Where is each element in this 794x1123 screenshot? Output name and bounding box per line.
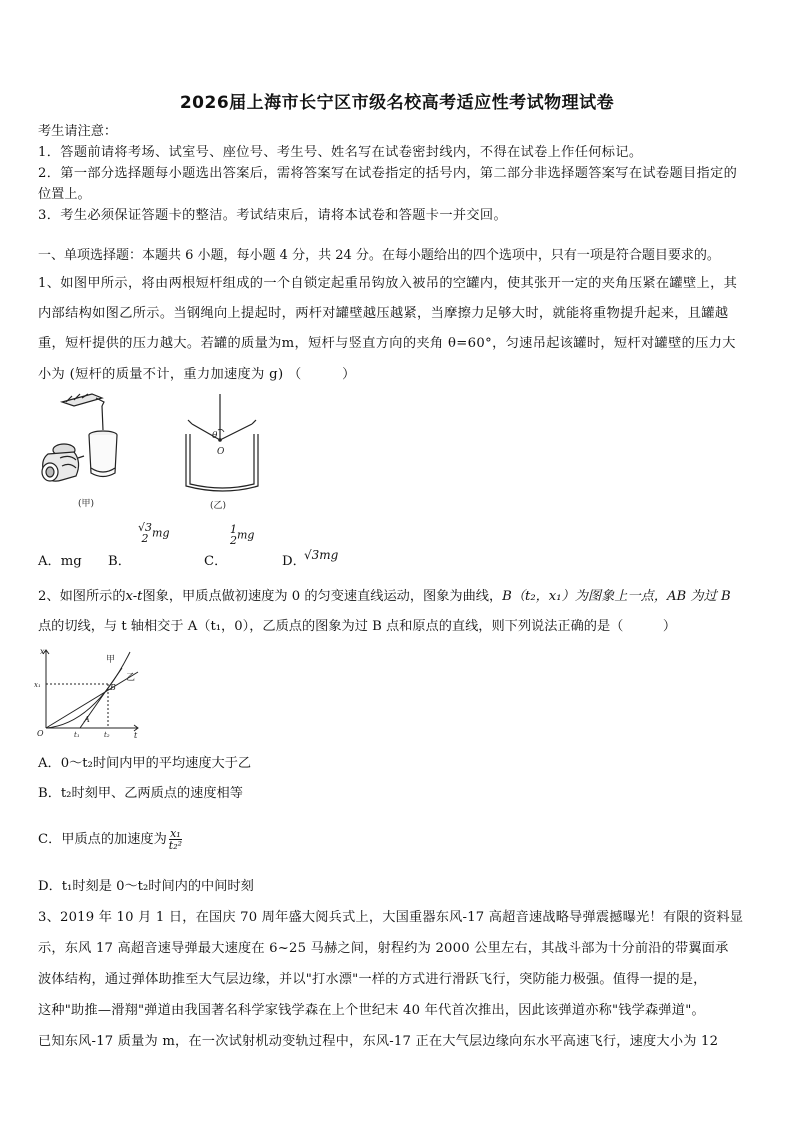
q2-option-b: B．t₂时刻甲、乙两质点的速度相等 <box>38 786 243 801</box>
q2-line-1b: 图象，甲质点做初速度为 0 的匀变速直线运动，图象为曲线， <box>142 589 503 604</box>
q2-option-d: D．t₁时刻是 0～t₂时间内的中间时刻 <box>38 879 254 894</box>
notice-item-1: 1．答题前请将考场、试室号、座位号、考生号、姓名写在试卷密封线内，不得在试卷上作任何标记。 <box>38 145 643 160</box>
q1-line-3: 重，短杆提供的压力越大。若罐的质量为m，短杆与竖直方向的夹角 θ=60°，匀速吊起该罐时，短杆对罐壁的压力大 <box>38 336 736 351</box>
theta-label: θ <box>212 431 218 441</box>
q2-c-numerator: x₁ <box>170 827 181 840</box>
q1-option-d-value: √3mg <box>304 548 339 562</box>
q2-line-1-xt: x-t <box>125 589 143 604</box>
point-o-label: O <box>217 447 225 457</box>
axis-x-label: x <box>40 647 45 656</box>
q2-c-denominator: t₂² <box>168 839 183 852</box>
t2-label: t₂ <box>104 731 110 739</box>
q3-line-3: 波体结构，通过弹体助推至大气层边缘，并以"打水漂"一样的方式进行滑跃飞行，突防能力极强。值得一提的是， <box>38 972 707 987</box>
point-b-label: B <box>110 683 116 692</box>
line-yi-label: 乙 <box>126 673 136 683</box>
q1-option-d-label: D． <box>282 554 306 569</box>
t1-label: t₁ <box>74 731 80 739</box>
section-heading: 一、单项选择题：本题共 6 小题，每小题 4 分，共 24 分。在每小题给出的四个选项中，只有一项是符合题目要求的。 <box>38 248 720 263</box>
figure-jia-label: (甲) <box>78 499 95 508</box>
figure-yi-label: (乙) <box>210 501 227 510</box>
notice-item-2: 2．第一部分选择题每小题选出答案后，需将答案写在试卷指定的括号内，第二部分非选择题答案写在试卷题目指定的 <box>38 166 738 181</box>
q2-line-1c: B（t₂，x₁）为图象上一点，AB 为过 B <box>502 589 731 604</box>
figure-yi-hook-structure <box>178 392 268 510</box>
q2-line-1 <box>38 585 731 604</box>
page-title: 2026届上海市长宁区市级名校高考适应性考试物理试卷 <box>179 93 615 113</box>
q3-line-1: 3、2019 年 10 月 1 日，在国庆 70 周年盛大阅兵式上，大国重器东风-17 高超音速战略导弹震撼曝光！有限的资料显 <box>38 910 744 925</box>
q1-line-4: 小为 (短杆的质量不计，重力加速度为 g) （ ） <box>38 367 356 382</box>
q1-c-denominator: 2 <box>230 534 237 547</box>
q1-line-1: 1、如图甲所示，将由两根短杆组成的一个自锁定起重吊钩放入被吊的空罐内，使其张开一定的夹角压紧在罐壁上，其 <box>38 276 738 291</box>
q1-option-b-value <box>138 522 170 544</box>
q2-option-a: A．0～t₂时间内甲的平均速度大于乙 <box>38 756 252 771</box>
q1-b-denominator: 2 <box>141 532 149 545</box>
q2-line-2: 点的切线，与 t 轴相交于 A（t₁，0），乙质点的图象为过 B 点和原点的直线，则下列说法正确的是（ ） <box>38 619 677 634</box>
notice-item-2-cont: 位置上。 <box>38 187 91 202</box>
q2-line-1a: 2、如图所示的 <box>38 589 126 604</box>
q3-line-4: 这种"助推—滑翔"弹道由我国著名科学家钱学森在上个世纪末 40 年代首次推出，因此该弹道亦称"钱学森弹道"。 <box>38 1003 705 1018</box>
point-a-label: A <box>84 715 90 724</box>
q3-line-5: 已知东风-17 质量为 m，在一次试射机动变轨过程中，东风-17 正在大气层边缘向东水平高速飞行，速度大小为 12 <box>38 1034 719 1049</box>
notice-heading: 考生请注意： <box>38 124 118 139</box>
q1-option-b-label: B． <box>108 554 131 569</box>
curve-jia-label: 甲 <box>106 655 116 665</box>
q1-b-tail: mg <box>152 526 170 540</box>
q2-xt-graph <box>34 644 144 740</box>
q1-option-c-value <box>230 524 254 546</box>
axis-t-label: t <box>134 731 138 740</box>
q1-line-2: 内部结构如图乙所示。当钢绳向上提起时，两杆对罐壁越压越紧，当摩擦力足够大时，就能将重物提升起来，且罐越 <box>38 306 729 321</box>
origin-label: O <box>37 729 44 738</box>
q3-line-2: 示，东风 17 高超音速导弹最大速度在 6~25 马赫之间，射程约为 2000 公里左右，其战斗部为十分前沿的带翼面承 <box>38 941 729 956</box>
q1-c-tail: mg <box>237 528 255 542</box>
q1-option-c-label: C． <box>204 554 228 569</box>
q1-option-a: A．mg <box>38 554 82 569</box>
x1-label: x₁ <box>34 681 41 689</box>
q1-c-numerator: 1 <box>230 523 237 536</box>
figure-jia-crane-can <box>30 388 150 508</box>
q1-b-numerator: √3 <box>138 521 153 534</box>
notice-item-3: 3．考生必须保证答题卡的整洁。考试结束后，请将本试卷和答题卡一并交回。 <box>38 208 508 223</box>
q2-option-c-label: C．甲质点的加速度为 <box>38 832 167 847</box>
q2-option-c <box>38 828 182 851</box>
